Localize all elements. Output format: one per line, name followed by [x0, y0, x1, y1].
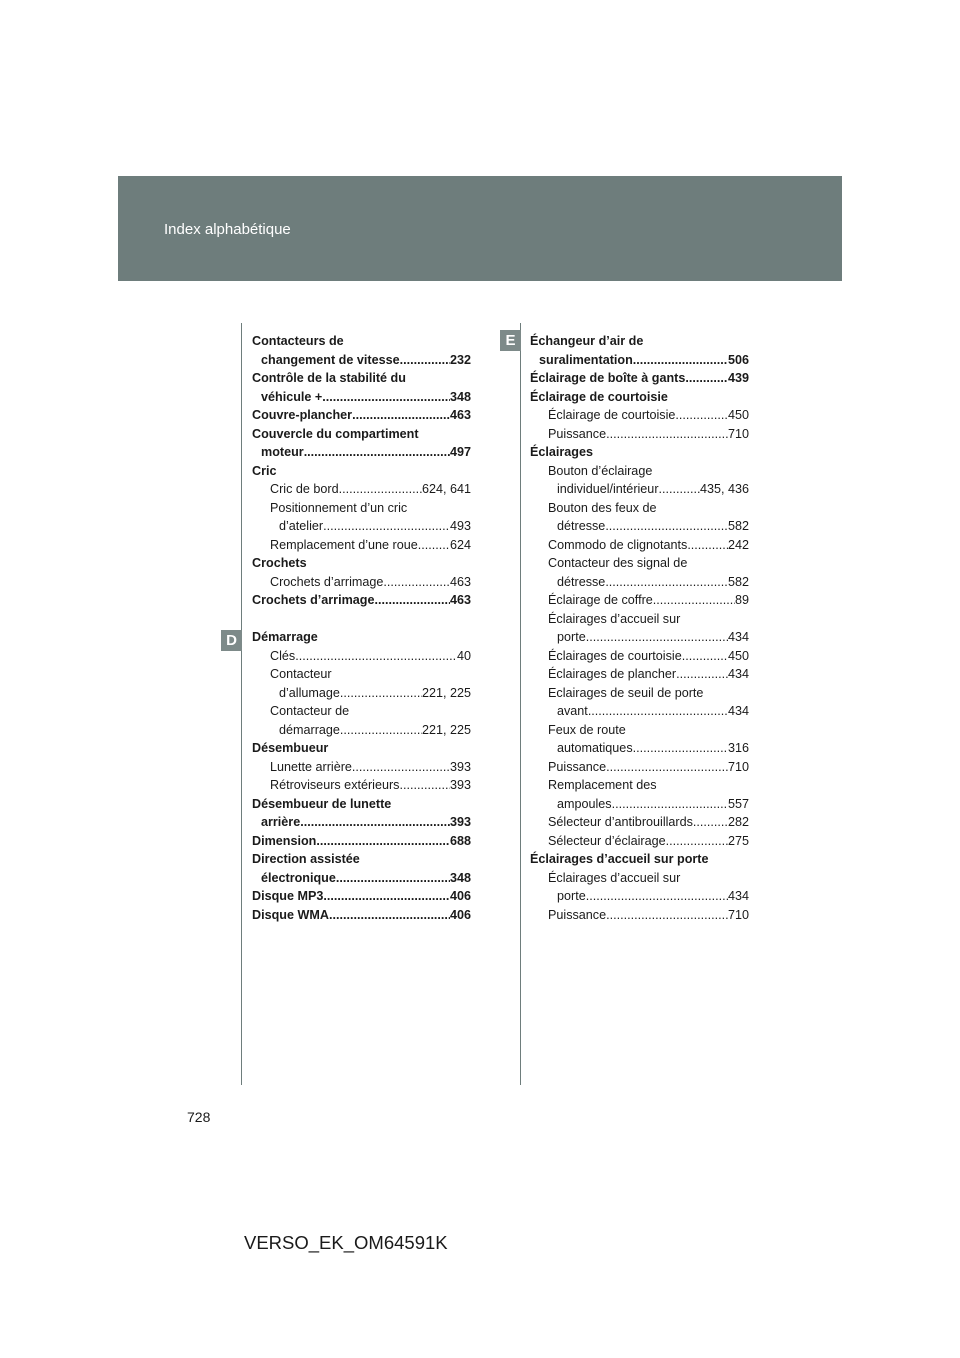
index-entry-text: Couvercle du compartiment — [252, 426, 419, 441]
index-entry-page: 582 — [727, 519, 749, 533]
index-entry — [530, 776, 749, 795]
index-entry — [252, 462, 471, 481]
index-entry-text: Couvre-plancher — [252, 408, 353, 422]
index-entry — [252, 554, 471, 573]
letter-tab-d: D — [221, 630, 242, 651]
index-entry-text: Crochets d’arrimage — [252, 593, 375, 607]
index-entry-page: 282 — [727, 815, 749, 829]
index-entry — [530, 517, 749, 536]
index-entry-text: suralimentation — [539, 352, 633, 367]
dot-leader — [633, 739, 728, 758]
index-entry-text: Rétroviseurs extérieurs — [270, 778, 400, 792]
dot-leader — [418, 536, 450, 555]
index-entry — [530, 702, 749, 721]
index-entry-text: Désembueur de lunette — [252, 796, 392, 811]
index-entry — [530, 832, 749, 851]
index-entry-text: avant — [557, 704, 588, 718]
index-entry — [530, 869, 749, 888]
index-entry-page: 393 — [449, 759, 471, 774]
index-entry-text: Remplacement d’une roue — [270, 537, 418, 552]
index-entry-page: 710 — [727, 907, 749, 922]
footer-code: VERSO_EK_OM64591K — [244, 1232, 448, 1253]
index-entry — [530, 443, 749, 462]
index-entry — [530, 369, 749, 388]
index-entry-text: porte — [557, 889, 586, 903]
index-entry — [252, 795, 471, 814]
index-entry-text: porte — [557, 630, 586, 644]
index-entry-page: 434 — [727, 704, 749, 718]
index-entry — [530, 813, 749, 832]
index-entry — [252, 388, 471, 407]
dot-leader — [329, 906, 450, 925]
index-entry — [252, 758, 471, 777]
dot-leader — [339, 480, 422, 499]
index-entry-page: 40 — [456, 648, 471, 663]
index-entry — [530, 499, 749, 518]
dot-leader — [676, 665, 728, 684]
index-entry-page: 348 — [449, 870, 471, 885]
letter-tab-e: E — [500, 330, 521, 351]
index-entry — [252, 850, 471, 869]
index-entry — [530, 351, 749, 370]
index-entry-text: Sélecteur d’éclairage — [548, 833, 666, 848]
index-entry-text: Éclairages de courtoisie — [548, 648, 682, 663]
index-entry-page: 450 — [727, 408, 749, 422]
index-entry-page: 393 — [449, 815, 471, 829]
dot-leader — [682, 647, 728, 666]
index-entry-page: 434 — [727, 889, 749, 903]
index-entry — [252, 351, 471, 370]
index-entry-page: 710 — [727, 426, 749, 441]
index-entry-text: Puissance — [548, 907, 607, 922]
index-entry — [252, 665, 471, 684]
index-entry-page: 275 — [727, 833, 749, 848]
index-entry-text: arrière — [261, 815, 301, 829]
index-entry-text: Crochets — [252, 556, 307, 570]
index-entry-text: individuel/intérieur — [557, 482, 659, 496]
index-entry — [252, 332, 471, 351]
index-entry — [252, 684, 471, 703]
index-entry-page: 316 — [727, 741, 749, 755]
dot-leader — [606, 425, 728, 444]
index-entry-text: Direction assistée — [252, 852, 360, 866]
index-entry-page: 221, 225 — [421, 722, 471, 737]
index-entry — [530, 388, 749, 407]
index-entry-page: 463 — [449, 408, 471, 422]
index-entry-text: Cric de bord — [270, 482, 339, 496]
index-entry-text: démarrage — [279, 722, 340, 737]
index-entry — [530, 406, 749, 425]
header-band — [118, 176, 842, 281]
index-entry — [252, 887, 471, 906]
dot-leader — [606, 758, 728, 777]
dot-leader — [304, 443, 450, 462]
index-entry — [530, 480, 749, 499]
index-entry — [252, 906, 471, 925]
index-entry-text: Remplacement des — [548, 778, 657, 792]
index-entry-text: Puissance — [548, 759, 607, 774]
index-entry-text: Éclairages d’accueil sur porte — [530, 852, 709, 866]
index-entry — [530, 628, 749, 647]
index-entry-text: Contacteur de — [270, 704, 350, 718]
index-entry-page: 497 — [449, 445, 471, 459]
column-divider-left — [241, 323, 242, 1085]
index-entry-page: 406 — [449, 907, 471, 922]
header-title: Index alphabétique — [164, 221, 291, 238]
index-entry-page: 624 — [449, 537, 471, 552]
dot-leader — [586, 628, 728, 647]
dot-leader — [606, 906, 728, 925]
index-entry — [530, 758, 749, 777]
index-entry-text: Éclairage de courtoisie — [548, 408, 676, 422]
dot-leader — [352, 758, 450, 777]
index-entry-page: 393 — [449, 778, 471, 792]
index-entry-text: Éclairage de coffre — [548, 593, 653, 607]
dot-leader — [323, 887, 450, 906]
index-entry — [252, 721, 471, 740]
index-entry — [252, 517, 471, 536]
index-entry-page: 439 — [727, 371, 749, 385]
index-entry-page: 710 — [727, 759, 749, 774]
index-entry-text: Bouton d’éclairage — [548, 463, 653, 478]
dot-leader — [666, 832, 728, 851]
index-entry — [530, 554, 749, 573]
index-entry-text: Éclairage de boîte à gants — [530, 371, 686, 385]
index-entry-page: 463 — [449, 574, 471, 589]
index-entry — [252, 647, 471, 666]
index-entry — [252, 702, 471, 721]
index-entry-text: Sélecteur d’antibrouillards — [548, 815, 693, 829]
dot-leader — [633, 351, 728, 370]
index-entry-text: Contacteurs de — [252, 334, 344, 348]
index-entry — [530, 536, 749, 555]
index-entry-text: Cric — [252, 463, 277, 478]
index-entry — [252, 406, 471, 425]
index-entry-text: ampoules — [557, 796, 612, 811]
index-entry-text: Disque MP3 — [252, 889, 324, 903]
dot-leader — [605, 517, 728, 536]
index-entry-text: Éclairages d’accueil sur — [548, 870, 681, 885]
dot-leader — [316, 832, 450, 851]
index-entry-text: Démarrage — [252, 630, 318, 644]
index-entry-text: véhicule + — [261, 389, 323, 404]
index-entry — [252, 776, 471, 795]
index-entry — [530, 795, 749, 814]
dot-leader — [340, 721, 422, 740]
index-entry-page: 450 — [727, 648, 749, 663]
index-entry-text: Contacteur — [270, 667, 332, 681]
index-entry-text: Éclairage de courtoisie — [530, 389, 668, 404]
index-entry-text: Éclairages de plancher — [548, 667, 677, 681]
index-entry-text: d’allumage — [279, 685, 340, 700]
dot-leader — [586, 887, 728, 906]
index-entry-page: 506 — [727, 352, 749, 367]
dot-leader — [300, 813, 450, 832]
index-entry-text: Clés — [270, 648, 296, 663]
index-entry — [530, 425, 749, 444]
index-entry-text: Feux de route — [548, 722, 626, 737]
index-entry-text: automatiques — [557, 741, 633, 755]
index-entry-text: Échangeur d’air de — [530, 334, 644, 348]
dot-leader — [399, 776, 450, 795]
index-entry-page: 221, 225 — [421, 685, 471, 700]
dot-leader — [605, 573, 728, 592]
index-entry — [252, 813, 471, 832]
index-entry — [530, 887, 749, 906]
dot-leader — [687, 536, 728, 555]
index-entry-page: 688 — [449, 833, 471, 848]
index-entry-text: Désembueur — [252, 741, 329, 755]
index-entry — [530, 906, 749, 925]
dot-leader — [588, 702, 728, 721]
index-entry-page: 406 — [449, 889, 471, 903]
dot-leader — [295, 647, 457, 666]
index-entry — [252, 425, 471, 444]
index-entry-page: 624, 641 — [421, 482, 471, 496]
index-entry-text: Disque WMA — [252, 907, 329, 922]
index-entry-page: 232 — [449, 352, 471, 367]
index-entry-text: détresse — [557, 574, 606, 589]
index-entry-text: électronique — [261, 870, 336, 885]
index-entry-text: détresse — [557, 519, 606, 533]
column-divider-right — [520, 323, 521, 1085]
index-entry-text: Commodo de clignotants — [548, 537, 688, 552]
index-entry-page: 89 — [734, 593, 749, 607]
index-entry-text: Lunette arrière — [270, 759, 352, 774]
page-number: 728 — [187, 1109, 211, 1125]
index-entry — [252, 480, 471, 499]
index-entry — [530, 850, 749, 869]
index-entry-page: 348 — [449, 389, 471, 404]
index-entry — [530, 462, 749, 481]
index-entry-text: Éclairages — [530, 445, 594, 459]
section-gap — [252, 610, 471, 629]
dot-leader — [336, 869, 450, 888]
dot-leader — [383, 573, 450, 592]
index-entry-page: 434 — [727, 667, 749, 681]
dot-leader — [323, 517, 450, 536]
index-entry — [530, 332, 749, 351]
index-entry — [252, 499, 471, 518]
dot-leader — [352, 406, 450, 425]
index-entry — [530, 647, 749, 666]
dot-leader — [675, 406, 728, 425]
index-entry-text: Crochets d’arrimage — [270, 574, 384, 589]
index-entry — [252, 443, 471, 462]
index-entry — [530, 573, 749, 592]
index-entry-text: moteur — [261, 445, 304, 459]
index-entry-page: 463 — [449, 593, 471, 607]
index-entry — [530, 684, 749, 703]
index-column-right — [530, 332, 749, 924]
index-column-left — [252, 332, 471, 924]
index-entry-page: 557 — [727, 796, 749, 811]
index-entry — [252, 369, 471, 388]
dot-leader — [322, 388, 450, 407]
index-entry-text: Contacteur des signal de — [548, 556, 688, 570]
index-entry — [252, 739, 471, 758]
index-entry-text: Eclairages de seuil de porte — [548, 685, 704, 700]
dot-leader — [374, 591, 450, 610]
index-entry — [530, 610, 749, 629]
index-entry — [252, 591, 471, 610]
index-entry-page: 582 — [727, 574, 749, 589]
index-entry-text: Éclairages d’accueil sur — [548, 611, 681, 626]
index-entry-text: Bouton des feux de — [548, 500, 657, 515]
index-entry-text: Dimension — [252, 833, 317, 848]
index-entry — [530, 665, 749, 684]
index-entry-page: 493 — [449, 519, 471, 533]
dot-leader — [340, 684, 422, 703]
index-entry-page: 434 — [727, 630, 749, 644]
dot-leader — [659, 480, 700, 499]
index-entry — [252, 832, 471, 851]
dot-leader — [653, 591, 735, 610]
dot-leader — [685, 369, 728, 388]
index-entry-text: Contrôle de la stabilité du — [252, 371, 406, 385]
index-entry-page: 242 — [727, 537, 749, 552]
dot-leader — [693, 813, 728, 832]
index-entry — [252, 869, 471, 888]
index-entry-text: Puissance — [548, 426, 607, 441]
index-entry — [252, 573, 471, 592]
index-entry — [530, 739, 749, 758]
dot-leader — [612, 795, 728, 814]
index-entry-text: d’atelier — [279, 519, 324, 533]
index-entry-text: changement de vitesse — [261, 352, 400, 367]
index-entry — [252, 628, 471, 647]
dot-leader — [400, 351, 450, 370]
index-entry-page: 435, 436 — [699, 482, 749, 496]
index-entry — [530, 591, 749, 610]
index-entry — [530, 721, 749, 740]
index-entry — [252, 536, 471, 555]
index-entry-text: Positionnement d’un cric — [270, 500, 408, 515]
